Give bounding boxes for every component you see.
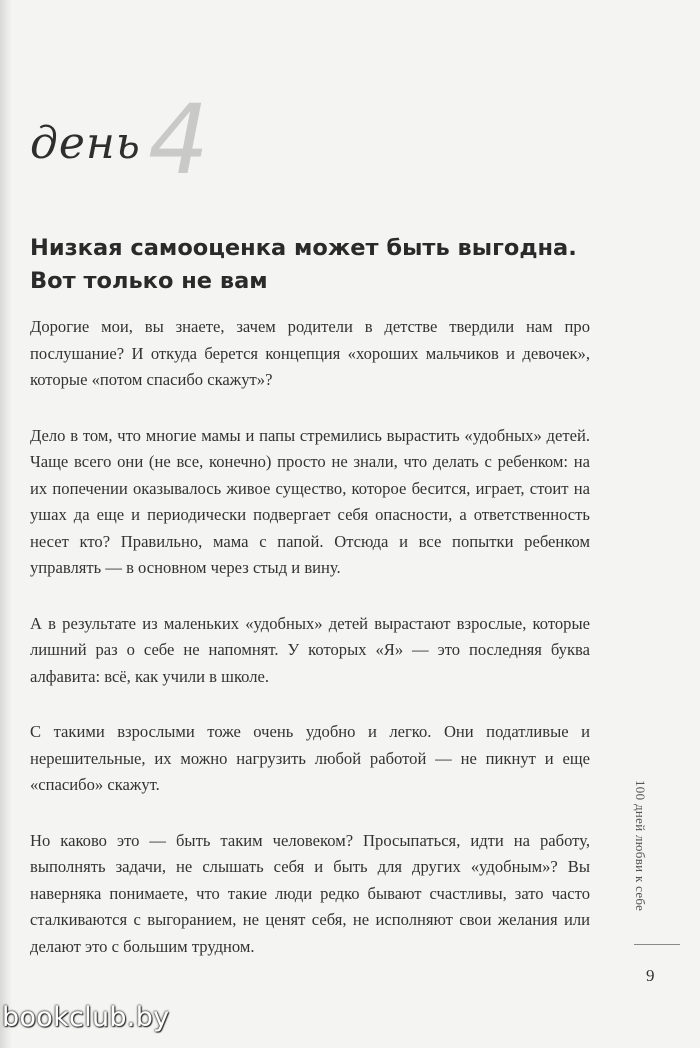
paragraph: А в результате из маленьких «удобных» детей вырастают взрослые, которые лишний раз о себе не напомнят. У которых «Я» — это последняя буква алфавита: всё, как учили в школе. — [30, 613, 590, 686]
paragraph: С такими взрослыми тоже очень удобно и легко. Они податливые и нерешительные, их можно нагрузить любой работой — не пикнут и еще «спасибо» скажут. — [30, 722, 590, 794]
page-gutter-shadow — [0, 0, 12, 1048]
day-word: день — [30, 118, 141, 169]
paragraph: Но каково это — быть таким человеком? Просыпаться, идти на работу, выполнять задачи, не слышать себя и быть для других «удобным»? Вы наверняка понимаете, что такие люди редко бывают счастливы, зато часто сталкиваются с выгоранием, не ценят себя, не исполняют свои желания или делают это с большим трудном. — [30, 830, 590, 956]
day-number: 4 — [148, 84, 210, 196]
running-head-rule — [634, 944, 680, 945]
running-head-text: 100 дней любви к себе — [633, 780, 648, 912]
page-number: 9 — [646, 966, 655, 985]
day-header — [30, 84, 330, 196]
chapter-title — [30, 232, 610, 298]
paragraph: Дорогие мои, вы знаете, зачем родители в детстве твердили нам про послушание? И откуда берется концепция «хороших мальчиков и девочек», которые «потом спасибо скажут»? — [30, 317, 590, 389]
paragraph: Дело в том, что многие мамы и папы стремились вырастить «удобных» детей. Чаще всего они (не все, конечно) просто не знали, что делать с ребенком: на их попечении оказывалось живое существо, которое бесится, играет, стоит на ушах да еще и периодически подвергает себя опасности, а ответственность несет кто? Правильно, мама с папой. Отсюда и все попытки ребенком управлять — в основном через стыд и вину. — [30, 425, 590, 577]
chapter-title-line-1: Низкая самооценка может быть выгодна. — [30, 235, 577, 261]
body-text — [30, 314, 590, 989]
chapter-title-line-2: Вот только не вам — [30, 268, 268, 294]
watermark-text: bookclub.by — [2, 1002, 170, 1033]
running-head — [618, 780, 678, 960]
